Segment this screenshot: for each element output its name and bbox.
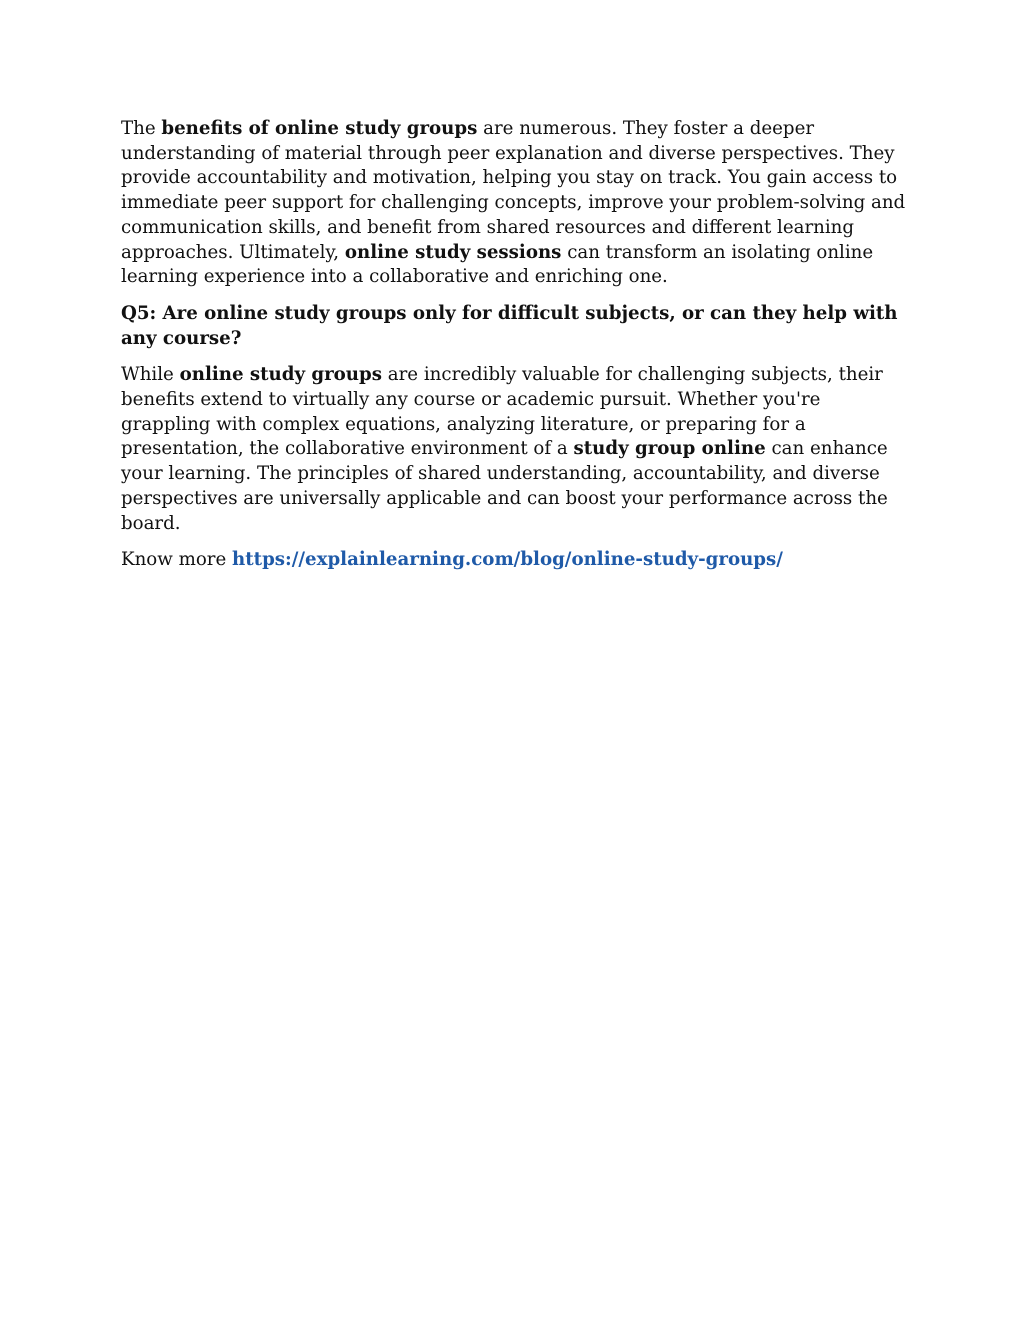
document-page [121,117,911,573]
bold-phrase: study group online [573,438,766,460]
faq-question-heading: Q5: Are online study groups only for difficult subjects, or can they help with any course? [121,302,898,349]
text-span: The [121,118,162,139]
answer-paragraph [121,363,911,536]
benefits-paragraph [121,117,911,290]
text-span: can enhance your learning. The principles of shared understanding, accountability, and diverse perspectives are universally applicable and can boost your performance across the board. [121,438,888,534]
bold-phrase: online study sessions [344,241,562,263]
text-span: are incredibly valuable for challenging subjects, their benefits extend to virtually any course or academic pursuit. Whether you're grappling with complex equations, analyzing literature, or preparing for a presentation, the collaborative environment of a [121,364,883,460]
text-span: While [121,364,180,386]
bold-phrase: benefits of online study groups [161,118,478,139]
know-more-label: Know more [121,549,233,571]
bold-phrase: online study groups [179,364,382,386]
article-link[interactable]: https://explainlearning.com/blog/online-study-groups/ [232,549,783,571]
text-span: are numerous. They foster a deeper understanding of material through peer explanation and diverse perspectives. They provide accountability and motivation, helping you stay on track. You gain access to immediate peer support for challenging concepts, improve your problem-solving and communication skills, and benefit from shared resources and different learning approaches. Ultimately, [121,118,906,263]
know-more-line [121,548,911,573]
text-span: can transform an isolating online learning experience into a collaborative and enriching one. [121,241,874,288]
